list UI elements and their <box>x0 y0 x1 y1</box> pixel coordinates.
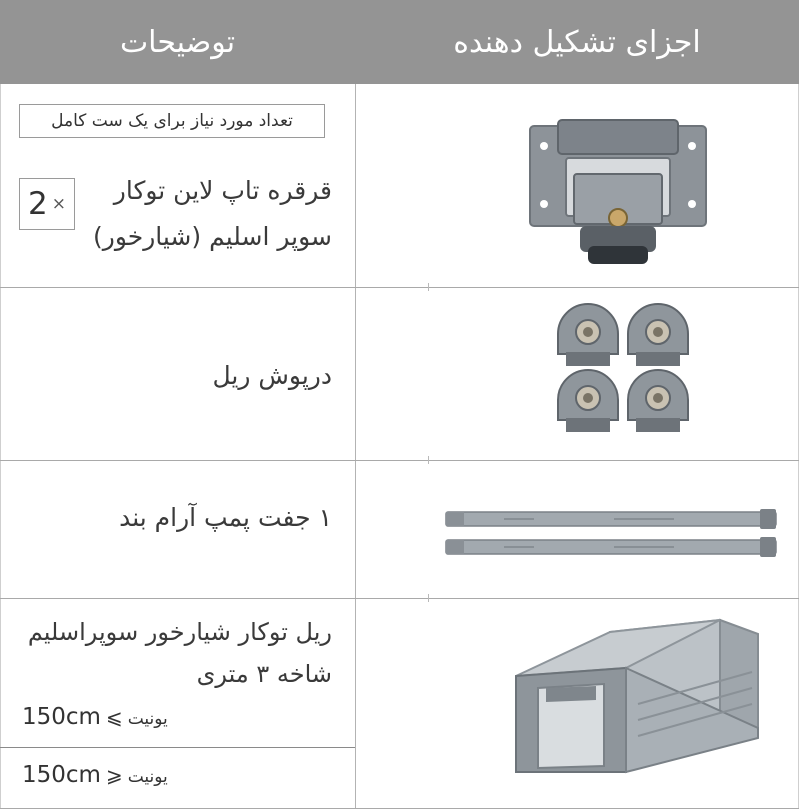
damper-name: ۱ جفت پمپ آرام بند <box>119 503 332 532</box>
unit-over-150 <box>22 762 168 788</box>
multiply-sign: × <box>51 194 66 214</box>
header-description: توضیحات <box>119 24 236 60</box>
rail-name-line2: شاخه ۳ متری <box>196 660 332 688</box>
grid-tick <box>428 594 429 602</box>
unit-word: یونیت <box>127 709 168 729</box>
greater-equal-symbol: ⩾ <box>105 763 123 787</box>
quantity-value: 2 <box>28 186 48 222</box>
unit-divider <box>0 747 355 748</box>
column-divider <box>355 84 356 809</box>
rail-name-line1: ریل توکار شیارخور سوپراسلیم <box>27 618 332 646</box>
quantity-note: تعداد مورد نیاز برای یک ست کامل <box>19 104 325 138</box>
table-header <box>0 0 799 84</box>
rail-profile-icon <box>512 616 762 776</box>
header-components: اجزای تشکیل دهنده <box>453 24 701 60</box>
roller-name-line2: سوپر اسلیم (شیارخور) <box>93 222 332 251</box>
grid-tick <box>428 456 429 464</box>
row-divider <box>0 598 799 599</box>
grid-tick <box>428 283 429 291</box>
less-equal-symbol: ⩽ <box>105 705 123 729</box>
unit-up-to-150 <box>22 704 168 730</box>
quantity-badge <box>19 178 75 230</box>
row-divider <box>0 460 799 461</box>
row-divider <box>0 287 799 288</box>
table-left-edge <box>0 84 1 809</box>
unit-length-value: 150cm <box>22 762 101 788</box>
unit-word: یونیت <box>127 767 168 787</box>
roller-name-line1: قرقره تاپ لاین توکار <box>113 176 332 205</box>
rail-end-cap-icon <box>556 306 690 436</box>
unit-length-value: 150cm <box>22 704 101 730</box>
end-cap-name: درپوش ریل <box>212 361 332 390</box>
roller-hanger-icon <box>528 118 708 268</box>
soft-close-damper-icon <box>444 508 780 560</box>
